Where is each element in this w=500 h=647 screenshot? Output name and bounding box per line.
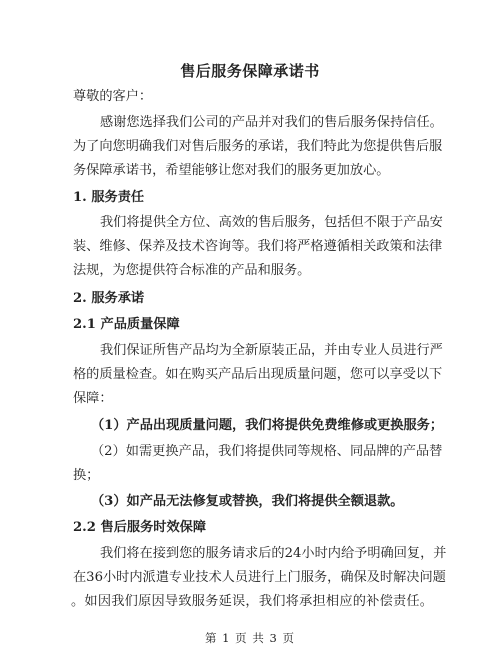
intro-line-1: 感谢您选择我们公司的产品并对我们的售后服务保持信任。 bbox=[100, 115, 443, 130]
section-heading-1: 1. 服务责任 bbox=[73, 190, 145, 205]
list-item-1: （1）产品出现质量问题，我们将提供免费维修或更换服务； bbox=[91, 418, 444, 433]
sub2-line-3: 。如因我们原因导致服务延误，我们将承担相应的补偿责任。 bbox=[71, 594, 433, 609]
section1-line-3: 法规，为您提供符合标准的产品和服务。 bbox=[73, 263, 311, 278]
section1-line-2: 装、维修、保养及技术咨询等。我们将严格遵循相关政策和法律 bbox=[73, 239, 443, 254]
section1-line-1: 我们将提供全方位、高效的售后服务，包括但不限于产品安 bbox=[100, 215, 443, 230]
sub1-line-3: 保障： bbox=[73, 391, 113, 406]
sub1-line-1: 我们保证所售产品均为全新原装正品，并由专业人员进行严 bbox=[100, 343, 443, 358]
list-item-2-line-2: 换； bbox=[73, 468, 100, 483]
list-item-2-line-1: （2）如需更换产品，我们将提供同等规格、同品牌的产品替 bbox=[91, 444, 443, 459]
intro-line-2: 为了向您明确我们对售后服务的承诺，我们特此为您提供售后服 bbox=[73, 139, 443, 154]
document-title: 售后服务保障承诺书 bbox=[180, 62, 320, 80]
sub2-line-1: 我们将在接到您的服务请求后的24小时内给予明确回复，并 bbox=[100, 546, 447, 561]
page-footer: 第 1 页 共 3 页 bbox=[205, 631, 295, 645]
subsection-heading-2-1: 2.1 产品质量保障 bbox=[73, 317, 180, 332]
subsection-heading-2-2: 2.2 售后服务时效保障 bbox=[73, 520, 207, 535]
sub2-line-2: 在36小时内派遣专业技术人员进行上门服务，确保及时解决问题 bbox=[73, 570, 446, 585]
greeting: 尊敬的客户： bbox=[73, 89, 153, 104]
sub1-line-2: 格的质量检查。如在购买产品后出现质量问题，您可以享受以下 bbox=[73, 367, 443, 382]
section-heading-2: 2. 服务承诺 bbox=[73, 291, 145, 306]
list-item-3: （3）如产品无法修复或替换，我们将提供全额退款。 bbox=[91, 494, 404, 509]
intro-line-3: 务保障承诺书，希望能够让您对我们的服务更加放心。 bbox=[73, 163, 390, 178]
